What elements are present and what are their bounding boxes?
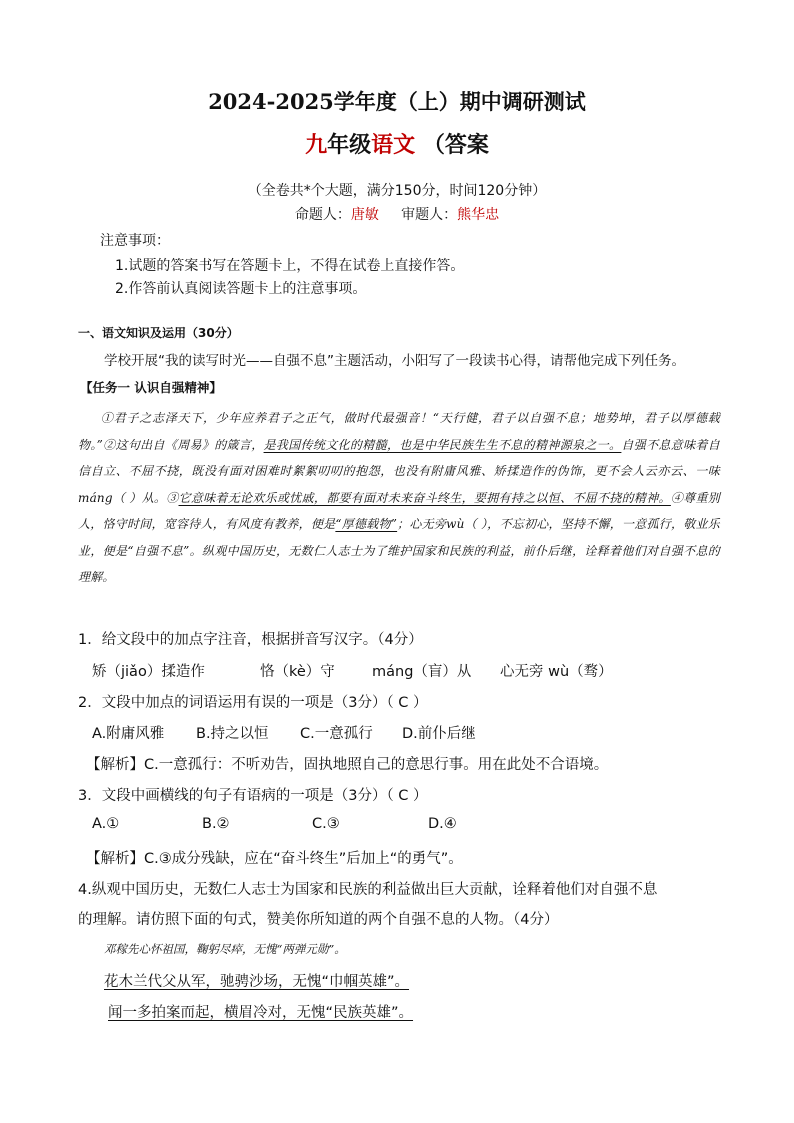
q3-option-c: C.③: [312, 816, 340, 832]
notes-item-1: 1.试题的答案书写在答题卡上，不得在试卷上直接作答。: [115, 258, 465, 274]
q4-answer-1: 花木兰代父从军，驰骋沙场，无愧“巾帼英雄”。: [104, 974, 410, 990]
exam-authors: [0, 204, 794, 224]
q2-option-a: A.附庸风雅: [92, 726, 165, 742]
passage-text-3: 自强不息意味着自信自立、不屈不挠，既没有面对困难时絮絮叨叨的抱怨，也没有附庸风雅、矫揉造作的伪饰，更不会人云亦云、一味máng（ ）从。③: [78, 437, 720, 505]
q1-answer-2: 恪（kè）守: [260, 664, 335, 680]
notes-heading: 注意事项：: [100, 233, 170, 249]
q2-analysis: 【解析】C.一意孤行：不听劝告，固执地照自己的意思行事。用在此处不合语境。: [86, 757, 609, 773]
question-2: 2．文段中加点的词语运用有误的一项是（3分）（ C ）: [78, 695, 428, 711]
author-label: 命题人：: [294, 207, 351, 223]
exam-info: （全卷共*个大题，满分150分，时间120分钟）: [247, 183, 547, 199]
subtitle-grade: 九: [305, 132, 328, 158]
passage-underline-2: 是我国传统文化的精髓，也是中华民族生生不息的精神源泉之一。: [263, 437, 622, 452]
passage-underline-6: “厚德载物”: [335, 517, 398, 531]
page-title: 2024-2025学年度（上）期中调研测试: [208, 89, 586, 114]
q2-option-c: C.一意孤行: [300, 726, 373, 742]
question-4-line-2: 的理解。请仿照下面的句式，赞美你所知道的两个自强不息的人物。（4分）: [78, 912, 559, 928]
subtitle-answer: （答案: [415, 132, 489, 158]
subtitle-subject: 语文: [371, 132, 416, 158]
reading-passage: [78, 405, 720, 591]
q2-option-d: D.前仆后继: [402, 726, 476, 742]
notes-item-2: 2.作答前认真阅读答题卡上的注意事项。: [115, 281, 367, 297]
q3-option-a: A.①: [92, 816, 120, 832]
subtitle-grade-suffix: 年级: [327, 132, 372, 158]
q3-option-d: D.④: [428, 816, 457, 832]
q3-option-b: B.②: [202, 816, 230, 832]
q3-analysis: 【解析】C.③成分残缺，应在“奋斗终生”后加上“的勇气”。: [86, 851, 463, 867]
question-4-line-1: 4.纵观中国历史，无数仁人志士为国家和民族的利益做出巨大贡献，诠释着他们对自强不息: [78, 882, 658, 898]
q4-answer-2: 闻一多拍案而起，横眉冷对，无愧“民族英雄”。: [108, 1005, 414, 1021]
page-subtitle: [0, 128, 794, 159]
q2-option-b: B.持之以恒: [196, 726, 269, 742]
passage-underline-4: 它意味着无论欢乐或忧戚，都要有面对未来奋斗终生，要拥有持之以恒、不屈不挠的精神。: [178, 490, 671, 505]
q1-answer-4: 心无旁 wù（骛）: [500, 664, 613, 680]
section-heading: 一、语文知识及运用（30分）: [78, 326, 239, 340]
passage-text-5: ④尊重别人，恪守时间，宽容待人，有风度有教养，便是: [78, 490, 720, 531]
q1-answer-3: máng（盲）从: [372, 664, 472, 680]
question-1: 1．给文段中的加点字注音，根据拼音写汉字。（4分）: [78, 632, 423, 648]
q4-example: 邓稼先心怀祖国，鞠躬尽瘁，无愧“两弹元勋”。: [104, 942, 346, 956]
passage-text-7: ；心无旁wù（ ），不忘初心，坚持不懈，一意孤行，敬业乐业，便是“自强不息”。纵观中国历史，无数仁人志士为了维护国家和民族的利益，前仆后继，诠释着他们对自强不息的理解。: [78, 517, 720, 584]
author-name: 唐敏: [350, 207, 379, 223]
question-3: 3．文段中画横线的句子有语病的一项是（3分）（ C ）: [78, 788, 428, 804]
section-intro: 学校开展“我的读写时光——自强不息”主题活动，小阳写了一段读书心得，请帮他完成下列任务。: [104, 353, 685, 369]
q1-answer-1: 矫（jiǎo）揉造作: [92, 664, 205, 680]
task-heading: 【任务一 认识自强精神】: [80, 380, 222, 395]
reviewer-label: 审题人：: [401, 207, 458, 223]
passage-text-1: ①君子之志泽天下，少年应养君子之正气，做时代最强音！“天行健，君子以自强不息；地势坤，君子以厚德载物。”②这句出自《周易》的箴言，: [78, 411, 720, 452]
reviewer-name: 熊华忠: [457, 207, 500, 223]
